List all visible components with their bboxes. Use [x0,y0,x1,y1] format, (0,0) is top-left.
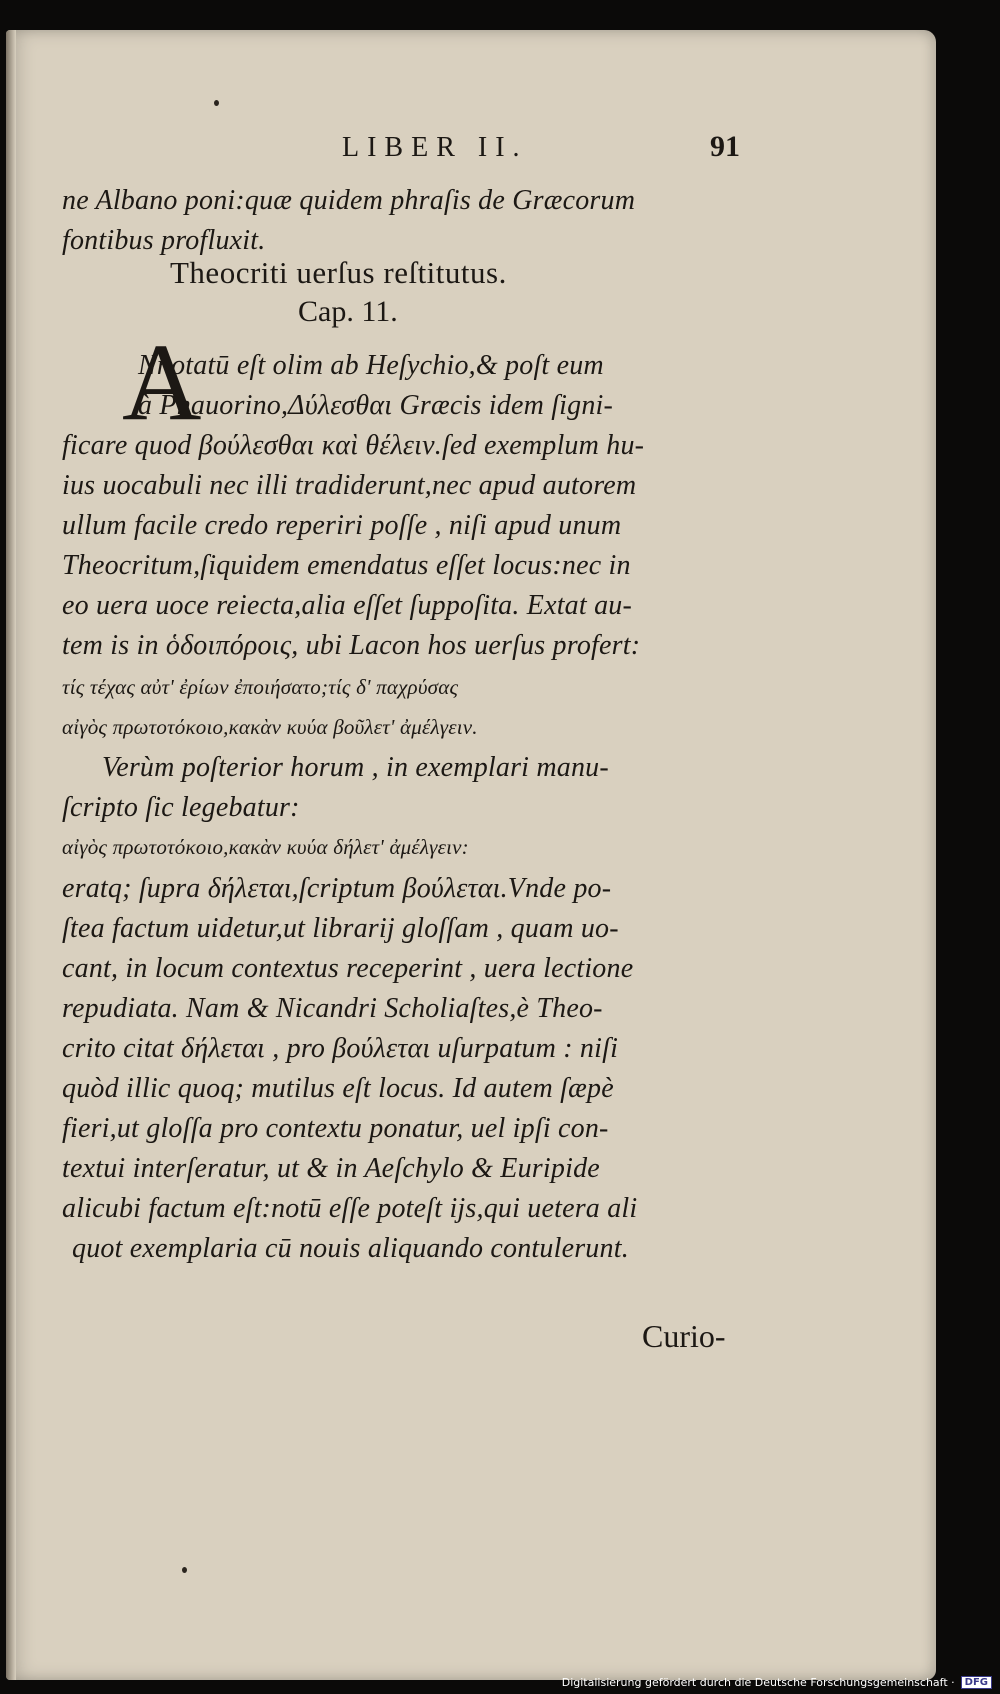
text-line: ſtea factum uidetur,ut librarij gloſſam , quam uo- [62,913,619,944]
text-line: textui interſeratur, ut & in Aeſchylo & Euripide [62,1153,600,1184]
text-line: ullum facile credo reperiri poſſe , niſi apud unum [62,510,622,541]
text-line: ne Albano poni:quæ quidem phraſis de Græcorum [62,185,636,216]
text-line: alicubi factum eſt:notū eſſe poteſt ijs,qui uetera ali [62,1193,638,1224]
text-line: cant, in locum contextus receperint , uera lectione [62,953,634,984]
dfg-logo-icon: DFG [961,1676,992,1689]
text-line: Nnotatū eſt olim ab Heſychio,& poſt eum [138,350,604,381]
greek-verse-line: τίς τέχας αὐτ' ἐρίων ἐποιήσατο;τίς δ' παχρύσας [62,675,459,699]
text-line: ſcripto ſic legebatur: [62,792,300,823]
text-line: fieri,ut gloſſa pro contextu ponatur, uel ipſi con- [62,1113,609,1144]
text-line: ficare quod βούλεσθαι καὶ θέλειν.ſed exemplum hu- [62,430,645,461]
text-line: repudiata. Nam & Nicandri Scholiaſtes,è Theo- [62,993,603,1024]
text-line: Theocritum,ſiquidem emendatus eſſet locus:nec in [62,550,631,581]
ink-speck [214,100,219,106]
chapter-heading: Theocriti uerſus reſtitutus. [170,255,507,290]
text-line: Verùm poſterior horum , in exemplari manu- [102,752,609,783]
text-line: à Phauorino,Δύλεσθαι Græcis idem ſigni- [138,390,614,421]
chapter-number: Cap. 11. [298,295,398,328]
text-line: ius uocabuli nec illi tradiderunt,nec apud autorem [62,470,637,501]
text-line: tem is in ὁδοιπόροις, ubi Lacon hos uerſus profert: [62,630,641,661]
catchword: Curio- [642,1318,726,1354]
book-page [6,30,936,1680]
running-head: LIBER II. [342,132,528,163]
text-line: eratq; ſupra δήλεται,ſcriptum βούλεται.Vnde po- [62,873,612,904]
page-number: 91 [710,130,740,163]
text-line: quòd illic quoq; mutilus eſt locus. Id autem ſæpè [62,1073,614,1104]
credit-text: Digitalisierung gefördert durch die Deutsche Forschungsgemeinschaft · [561,1675,955,1689]
greek-verse-line: αἰγὸς πρωτοτόκοιο,κακὰν κυύα βοῦλετ' ἀμέλγειν. [62,715,478,739]
text-line: eo uera uoce reiecta,alia eſſet ſuppoſita. Extat au- [62,590,632,621]
text-line: fontibus profluxit. [62,225,266,256]
text-line: quot exemplaria cū nouis aliquando contulerunt. [72,1233,629,1264]
text-line: crito citat δήλεται , pro βούλεται uſurpatum : niſi [62,1033,619,1064]
greek-verse-line: αἰγὸς πρωτοτόκοιο,κακὰν κυύα δήλετ' ἀμέλγειν: [62,835,469,859]
ink-speck [182,1567,187,1573]
drop-cap: A [122,321,202,443]
digitization-credit [562,1674,992,1690]
